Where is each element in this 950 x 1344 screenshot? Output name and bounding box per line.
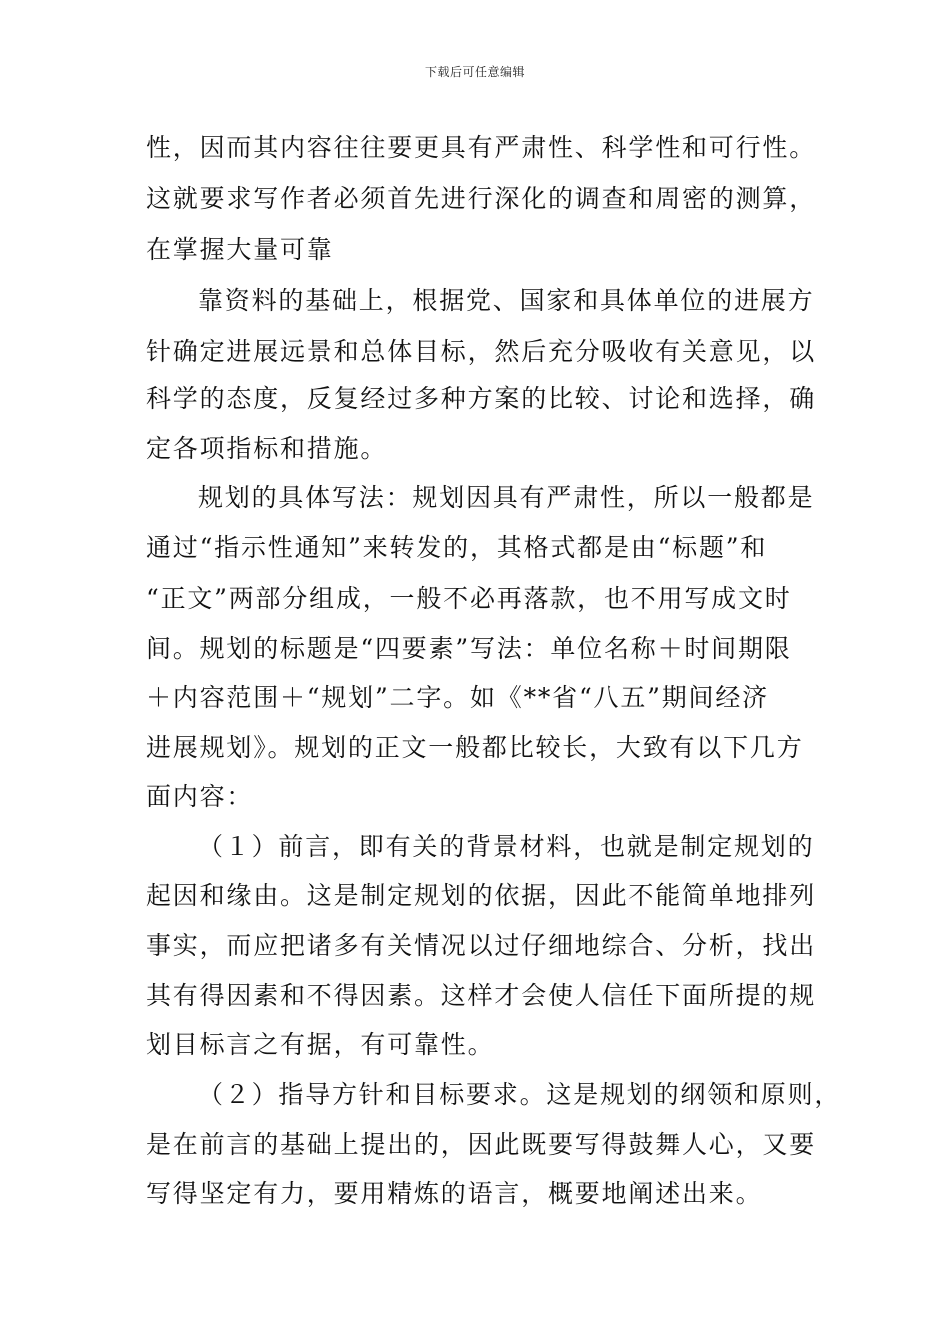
text-line: 针确定进展远景和总体目标，然后充分吸收有关意见，以: [146, 337, 817, 366]
paragraph-first-line: 靠资料的基础上，根据党、国家和具体单位的进展方: [198, 286, 815, 315]
text-line: 其有得因素和不得因素。这样才会使人信任下面所提的规: [146, 981, 817, 1010]
text-line: 面内容：: [146, 782, 254, 811]
text-line: 定各项指标和措施。: [146, 434, 388, 463]
paragraph-first-line: 规划的具体写法：规划因具有严肃性，所以一般都是: [198, 483, 815, 512]
text-line: 在掌握大量可靠: [146, 235, 334, 264]
text-line: 是在前言的基础上提出的，因此既要写得鼓舞人心，又要: [146, 1130, 817, 1159]
paragraph-first-line: （１）前言，即有关的背景材料，也就是制定规划的: [198, 832, 815, 861]
text-line: ＋内容范围＋“规划”二字。如《**省“八五”期间经济: [146, 683, 769, 712]
paragraph-first-line: （２）指导方针和目标要求。这是规划的纲领和原则，: [198, 1080, 842, 1109]
text-line: 性，因而其内容往往要更具有严肃性、科学性和可行性。: [146, 133, 817, 162]
text-line: 划目标言之有据，有可靠性。: [146, 1030, 495, 1059]
text-line: 间。规划的标题是“四要素”写法：单位名称＋时间期限: [146, 634, 792, 663]
text-line: “正文”两部分组成，一般不必再落款，也不用写成文时: [146, 584, 792, 613]
text-line: 科学的态度，反复经过多种方案的比较、讨论和选择，确: [146, 384, 817, 413]
text-line: 进展规划》。规划的正文一般都比较长，大致有以下几方: [146, 733, 804, 762]
text-line: 事实，而应把诸多有关情况以过仔细地综合、分析，找出: [146, 931, 817, 960]
text-line: 这就要求写作者必须首先进行深化的调查和周密的测算，: [146, 184, 817, 213]
text-line: 写得坚定有力，要用精炼的语言，概要地阐述出来。: [146, 1179, 763, 1208]
page-header: 下载后可任意编辑: [424, 65, 525, 79]
text-line: 起因和缘由。这是制定规划的依据，因此不能简单地排列: [146, 881, 817, 910]
text-line: 通过“指示性通知”来转发的，其格式都是由“标题”和: [146, 533, 768, 562]
